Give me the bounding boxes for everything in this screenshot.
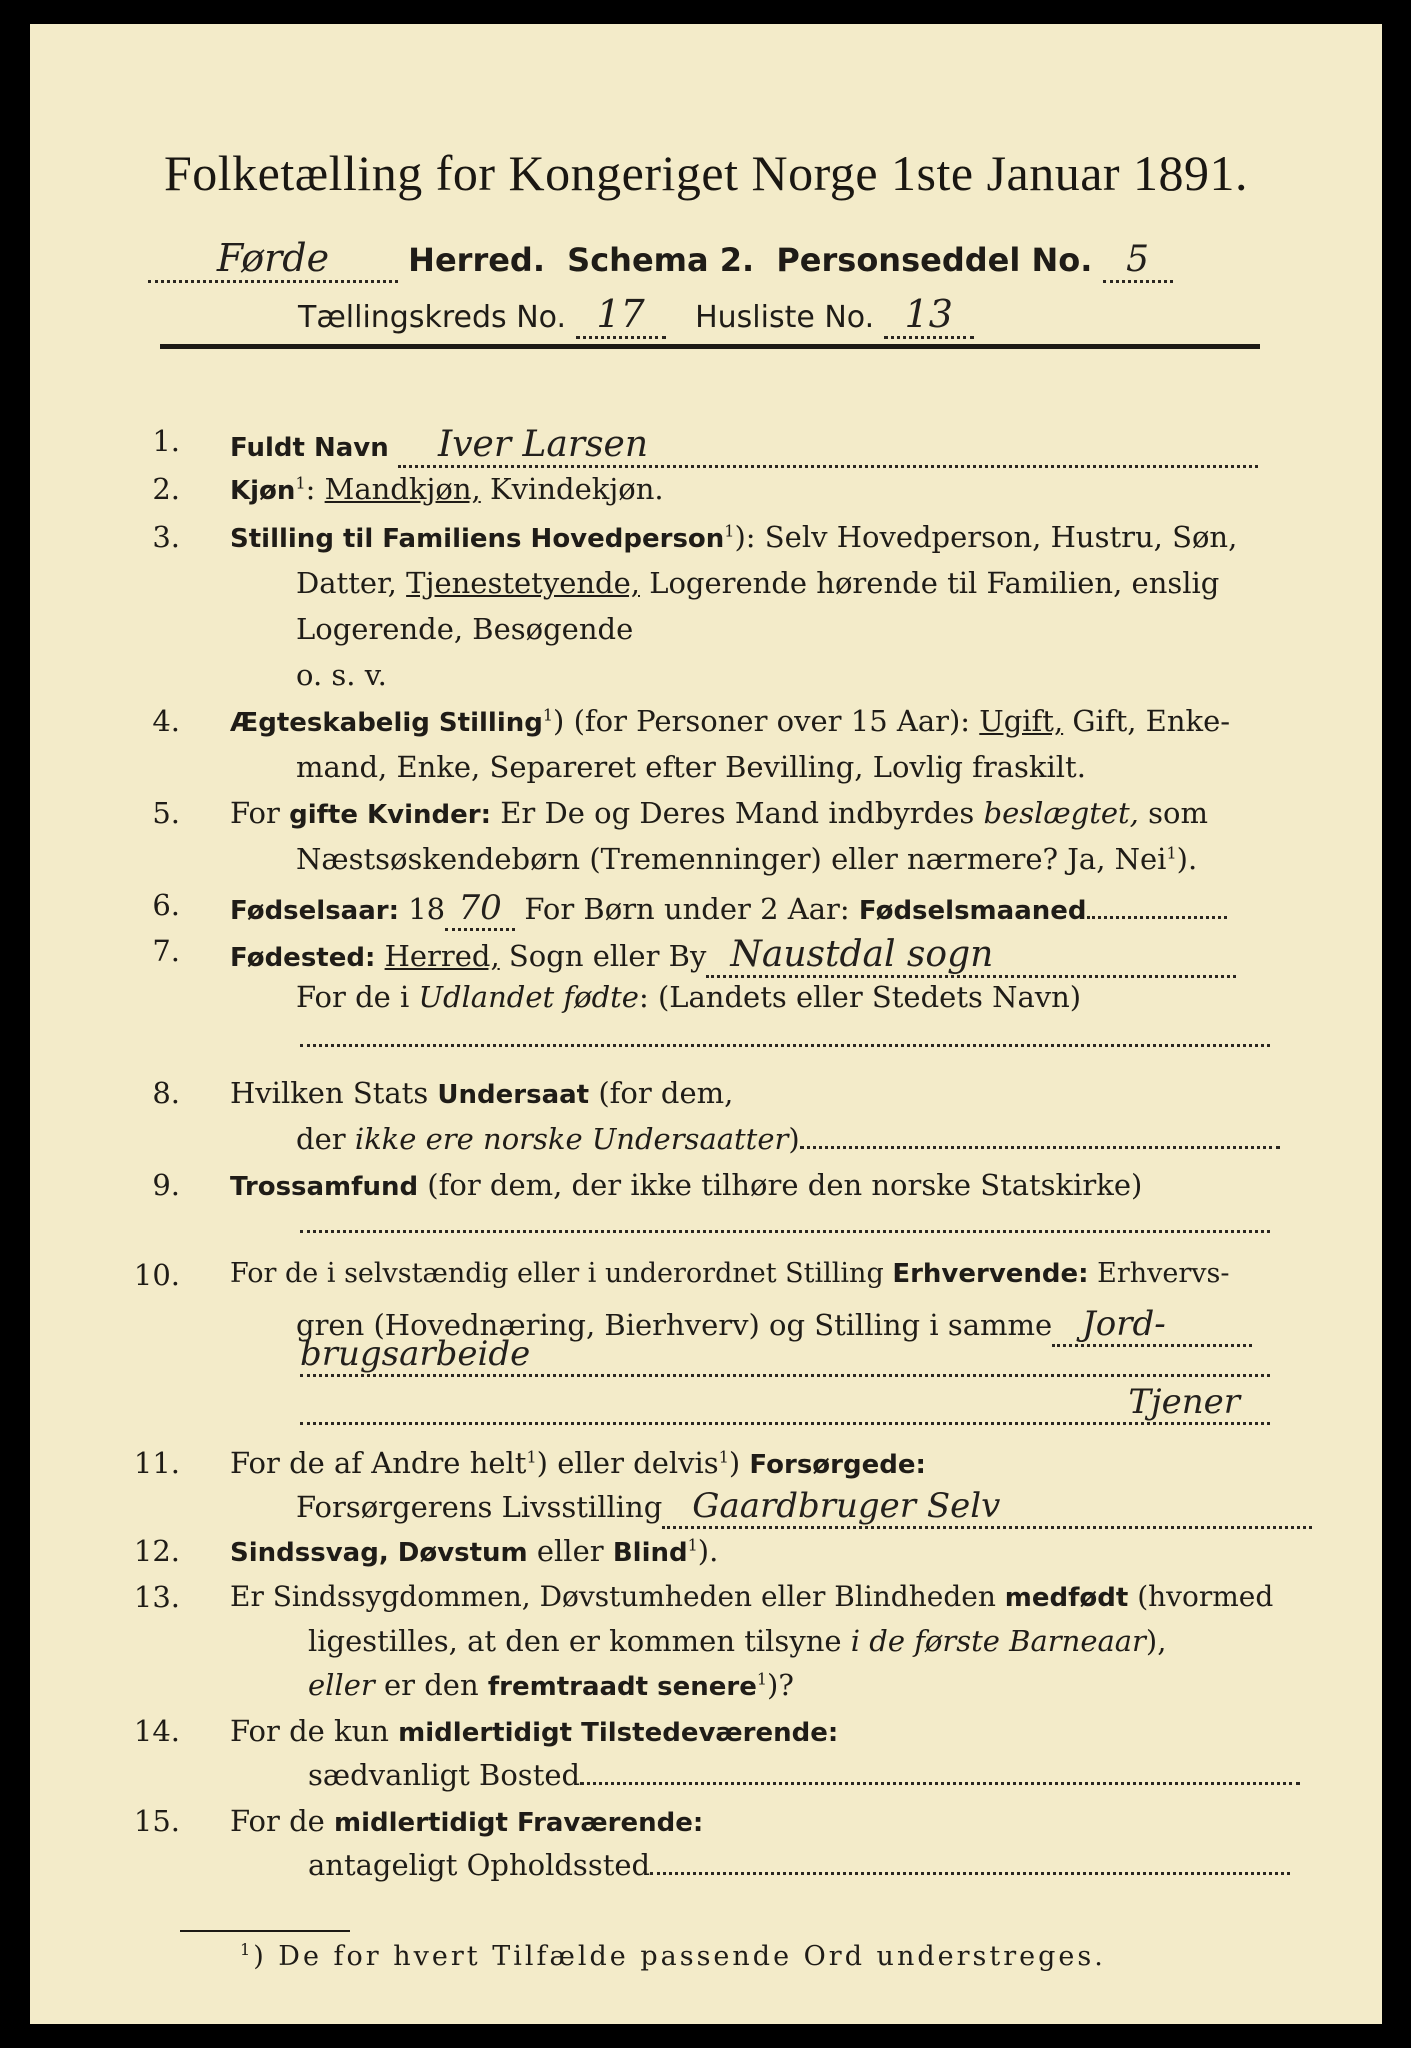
q1-value: Iver Larsen (398, 424, 1258, 468)
q14-field (580, 1782, 1300, 1785)
q4-sup: 1 (542, 705, 554, 725)
q5-line1b: beslægtet, (983, 796, 1139, 830)
q12-end: ). (697, 1534, 719, 1568)
schema-label: Schema 2. (567, 241, 755, 279)
q15-number: 15. (133, 1804, 180, 1838)
q9-row1 (230, 1168, 1142, 1202)
q11-sup-b: 1 (718, 1447, 729, 1467)
q15-label: midlertidigt Fraværende: (334, 1808, 704, 1838)
q14-line2: sædvanligt Bosted (308, 1758, 581, 1792)
q7-row1 (230, 934, 1236, 978)
footnote-text: ) De for hvert Tilfælde passende Ord understreges. (253, 1941, 1106, 1972)
q12-row (230, 1534, 718, 1568)
q11-row2 (296, 1486, 1312, 1529)
q5-line1c: som (1138, 796, 1208, 830)
husliste-value: 13 (884, 292, 974, 339)
header-rule (160, 344, 1260, 349)
q2-row (230, 472, 664, 506)
q6-number: 6. (152, 888, 180, 922)
q11-label: Forsørgede: (749, 1450, 926, 1480)
q5-line2: Næstsøskendebørn (Tremenninger) eller nærmere? Ja, Nei (296, 842, 1167, 876)
q12-label: Sindssvag, Døvstum (230, 1538, 528, 1568)
q9-label: Trossamfund (230, 1172, 419, 1202)
q3-row1 (230, 520, 1237, 554)
q10-number: 10. (133, 1258, 180, 1292)
q7-label: Fødested: (230, 943, 376, 973)
q4-number: 4. (152, 704, 180, 738)
q7-number: 7. (152, 934, 180, 968)
personseddel-label: Personseddel No. (776, 241, 1093, 279)
q3-label: Stilling til Familiens Hovedperson (230, 524, 725, 554)
q5-line1a: Er De og Deres Mand indbyrdes (491, 796, 984, 830)
q10-value-line2: brugsarbeide (300, 1334, 1270, 1377)
q7-line2c: fødte (554, 980, 639, 1014)
header-kreds-line (298, 292, 974, 339)
q3-line1: ): Selv Hovedperson, Hustru, Søn, (734, 520, 1238, 554)
q13-line3b: er den (374, 1668, 488, 1702)
q3-number: 3. (152, 520, 180, 554)
q5-line2end: ). (1176, 842, 1198, 876)
q11-number: 11. (133, 1446, 180, 1480)
q8-label: Undersaat (437, 1080, 590, 1110)
q3-option-tjenestetyende: Tjenestetyende, (406, 566, 640, 600)
q7-row2 (296, 980, 1081, 1014)
footnote-sup: 1 (240, 1940, 254, 1959)
q4-row1 (230, 704, 1230, 738)
q5-row1 (230, 796, 1208, 830)
q11-line1c: ) (728, 1446, 750, 1480)
q12-number: 12. (133, 1534, 180, 1568)
q11-line1a: For de af Andre helt (230, 1446, 527, 1480)
q2-sup: 1 (295, 473, 306, 493)
q8-line2a: der (296, 1122, 355, 1156)
q3-sup: 1 (724, 521, 735, 541)
q4-option-ugift: Ugift, (979, 704, 1064, 738)
q8-field (800, 1146, 1280, 1149)
q8-line2c: ) (788, 1122, 800, 1156)
q13-row2 (308, 1624, 1166, 1658)
q6-prefix: 18 (399, 892, 446, 926)
q5-row2 (296, 842, 1197, 876)
q14-row2 (308, 1758, 1300, 1792)
q9-field (300, 1230, 1270, 1233)
q13-number: 13. (133, 1580, 180, 1614)
q13-row1 (230, 1580, 1273, 1613)
q13-line3a: eller (308, 1668, 375, 1702)
q13-label2: fremtraadt senere (487, 1672, 757, 1702)
q10-value-line3: Tjener (300, 1382, 1270, 1425)
q8-number: 8. (152, 1076, 180, 1110)
q4-label: Ægteskabelig Stilling (230, 708, 543, 738)
q6-row (230, 888, 1227, 931)
q2-label: Kjøn (230, 476, 296, 506)
q11-row1 (230, 1446, 926, 1480)
q5-number: 5. (152, 796, 180, 830)
q7-value: Naustdal sogn (706, 934, 1236, 978)
q11-line1b: ) eller delvis (536, 1446, 719, 1480)
q7-line2a: For de i (296, 980, 419, 1014)
q14-row1 (230, 1714, 838, 1748)
q15-row2 (308, 1848, 1290, 1882)
q10-line2: gren (Hovednæring, Bierhverv) og Stilling i samme (296, 1308, 1053, 1342)
kreds-label: Tællingskreds No. (298, 300, 566, 335)
q10-row4 (300, 1382, 1270, 1425)
q5-sup: 1 (1166, 843, 1177, 863)
q11-sup-a: 1 (526, 1447, 537, 1467)
q7-option-herred: Herred, (384, 939, 500, 973)
q6-month-field (1087, 916, 1227, 919)
q2-option-kvindekjon: Kvindekjøn. (480, 472, 664, 506)
q5-label: gifte Kvinder: (289, 800, 492, 830)
q13-line3c: )? (767, 1668, 794, 1702)
q11-value: Gaardbruger Selv (662, 1486, 1312, 1529)
q13-label: medfødt (1004, 1583, 1129, 1613)
q9-line1: (for dem, der ikke tilhøre den norske Statskirke) (418, 1168, 1143, 1202)
q10-line1b: Erhvervs- (1088, 1258, 1230, 1289)
q14-number: 14. (133, 1714, 180, 1748)
q14-label: midlertidigt Tilstedeværende: (398, 1718, 839, 1748)
husliste-label: Husliste No. (695, 300, 875, 335)
q14-pre: For de kun (230, 1714, 399, 1748)
q13-line2b: i de første Barneaar (850, 1624, 1146, 1658)
q2-rest: : (305, 472, 325, 506)
q7-line2b: Udlandet (418, 980, 555, 1014)
q8-row1 (230, 1076, 733, 1110)
q12-label2: Blind (612, 1538, 688, 1568)
q13-line2c: ), (1145, 1624, 1167, 1658)
q1-row (230, 424, 1258, 468)
q10-row1 (230, 1258, 1230, 1289)
q6-label2: Fødselsmaaned (858, 896, 1087, 926)
q7-rest: Sogn eller By (499, 939, 707, 973)
kreds-value: 17 (576, 292, 666, 339)
q8-row2 (296, 1122, 1280, 1156)
q10-line1a: For de i selvstændig eller i underordnet Stilling (230, 1258, 893, 1289)
q1-number: 1. (152, 424, 180, 458)
herred-value: Førde (148, 236, 398, 283)
q6-value: 70 (445, 888, 515, 931)
census-form (30, 24, 1382, 2024)
header-herred-line (148, 236, 1173, 283)
q8-line1b: (for dem, (589, 1076, 734, 1110)
q10-value-line1: Jord- (1052, 1304, 1252, 1347)
q1-label: Fuldt Navn (230, 433, 389, 463)
q15-row1 (230, 1804, 703, 1838)
q4-line1a: ) (for Personer over 15 Aar): (553, 704, 980, 738)
q6-label: Fødselsaar: (230, 896, 399, 926)
q3-line2a: Datter, (296, 566, 407, 600)
q15-pre: For de (230, 1804, 335, 1838)
q15-field (650, 1872, 1290, 1875)
form-title: Folketælling for Kongeriget Norge 1ste Januar 1891. (163, 145, 1249, 201)
herred-label: Herred. (408, 241, 545, 279)
q13-line1a: Er Sindssygdommen, Døvstumheden eller Blindheden (230, 1580, 1005, 1613)
q6-mid: For Børn under 2 Aar: (515, 892, 859, 926)
q8-line1a: Hvilken Stats (230, 1076, 438, 1110)
q13-line2a: ligestilles, at den er kommen tilsyne (308, 1624, 851, 1658)
q7-foreign-field (300, 1044, 1270, 1047)
footnote (240, 1940, 1106, 1972)
q8-line2b: ikke ere norske Undersaatter (354, 1122, 789, 1156)
q9-number: 9. (152, 1168, 180, 1202)
q3-row4: o. s. v. (296, 658, 387, 692)
q13-sup: 1 (756, 1669, 768, 1689)
q12-rest: eller (527, 1534, 613, 1568)
q5-pre: For (230, 796, 290, 830)
q3-line2c: Logerende hørende til Familien, enslig (639, 566, 1220, 600)
q11-line2: Forsørgerens Livsstilling (296, 1490, 663, 1524)
q10-row3 (300, 1334, 1270, 1377)
q12-sup: 1 (687, 1535, 698, 1555)
q2-number: 2. (152, 472, 180, 506)
footnote-rule (180, 1930, 350, 1932)
q15-line2: antageligt Opholdssted (308, 1848, 651, 1882)
q7-line2d: : (Landets eller Stedets Navn) (638, 980, 1082, 1014)
personseddel-value: 5 (1103, 239, 1173, 283)
q4-line1c: Gift, Enke- (1063, 704, 1231, 738)
q4-row2: mand, Enke, Separeret efter Bevilling, Lovlig fraskilt. (296, 750, 1086, 784)
q2-option-mandkjon: Mandkjøn, (324, 472, 481, 506)
q10-label: Erhvervende: (892, 1259, 1089, 1289)
q13-line1b: (hvormed (1128, 1580, 1274, 1613)
q13-row3 (308, 1668, 794, 1702)
q3-row2 (296, 566, 1219, 600)
q3-row3: Logerende, Besøgende (296, 612, 634, 646)
